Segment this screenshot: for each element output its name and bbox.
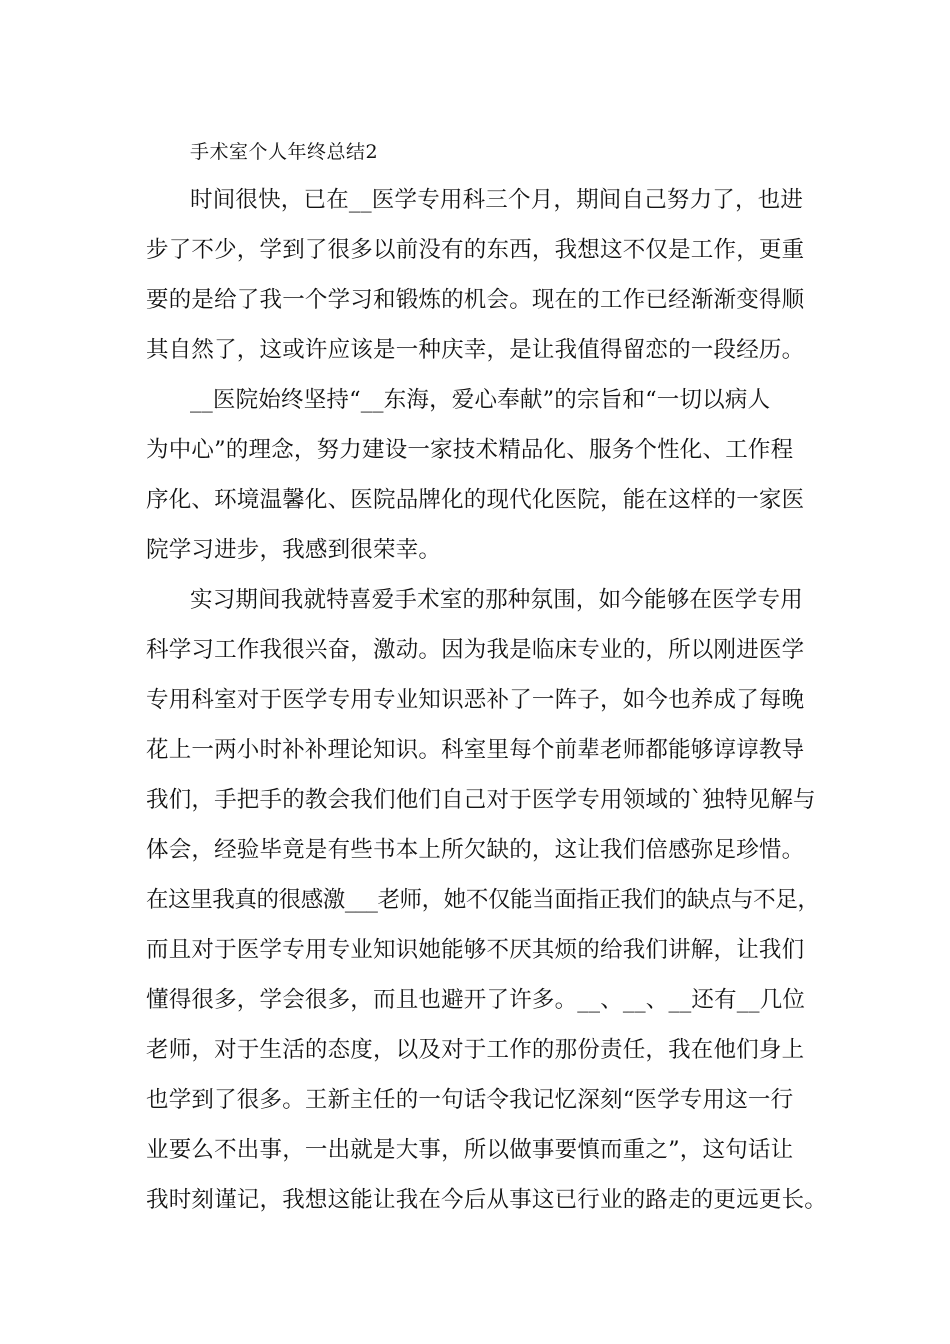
paragraph-line: 序化、环境温馨化、医院品牌化的现代化医院，能在这样的一家医 xyxy=(146,487,805,513)
paragraph-line: 我们，手把手的教会我们他们自己对于医学专用领域的`独特见解与 xyxy=(146,787,816,813)
paragraph-line: 花上一两小时补补理论知识。科室里每个前辈老师都能够谆谆教导 xyxy=(146,737,805,763)
paragraph-line: 其自然了，这或许应该是一种庆幸，是让我值得留恋的一段经历。 xyxy=(146,337,805,363)
paragraph-line: 为中心”的理念，努力建设一家技术精品化、服务个性化、工作程 xyxy=(146,437,794,463)
paragraph-line: 也学到了很多。王新主任的一句话令我记忆深刻“医学专用这一行 xyxy=(146,1087,794,1113)
paragraph-line: 要的是给了我一个学习和锻炼的机会。现在的工作已经渐渐变得顺 xyxy=(146,287,805,313)
document-title: 手术室个人年终总结2 xyxy=(190,141,379,163)
paragraph-line: 实习期间我就特喜爱手术室的那种氛围，如今能够在医学专用 xyxy=(190,587,803,613)
paragraph-line: 业要么不出事，一出就是大事，所以做事要慎而重之”，这句话让 xyxy=(146,1137,794,1163)
paragraph-line: 科学习工作我很兴奋，激动。因为我是临床专业的，所以刚进医学 xyxy=(146,637,805,663)
paragraph-line: 时间很快，已在__医学专用科三个月，期间自己努力了，也进 xyxy=(190,187,804,213)
paragraph-line: 步了不少，学到了很多以前没有的东西，我想这不仅是工作，更重 xyxy=(146,237,805,263)
paragraph-line: 老师，对于生活的态度，以及对于工作的那份责任，我在他们身上 xyxy=(146,1037,805,1063)
paragraph-line: 在这里我真的很感激___老师，她不仅能当面指正我们的缺点与不足， xyxy=(146,887,820,913)
paragraph-line: 懂得很多，学会很多，而且也避开了许多。__、__、__还有__几位 xyxy=(146,987,806,1013)
paragraph-line: 而且对于医学专用专业知识她能够不厌其烦的给我们讲解，让我们 xyxy=(146,937,805,963)
paragraph-line: 专用科室对于医学专用专业知识恶补了一阵子，如今也养成了每晚 xyxy=(146,687,805,713)
paragraph-line: 院学习进步，我感到很荣幸。 xyxy=(146,537,442,563)
paragraph-line: 体会，经验毕竟是有些书本上所欠缺的，这让我们倍感弥足珍惜。 xyxy=(146,837,805,863)
paragraph-line: 我时刻谨记，我想这能让我在今后从事这已行业的路走的更远更长。 xyxy=(146,1187,828,1213)
paragraph-line: __医院始终坚持“__东海，爱心奉献”的宗旨和“一切以病人 xyxy=(190,387,771,413)
